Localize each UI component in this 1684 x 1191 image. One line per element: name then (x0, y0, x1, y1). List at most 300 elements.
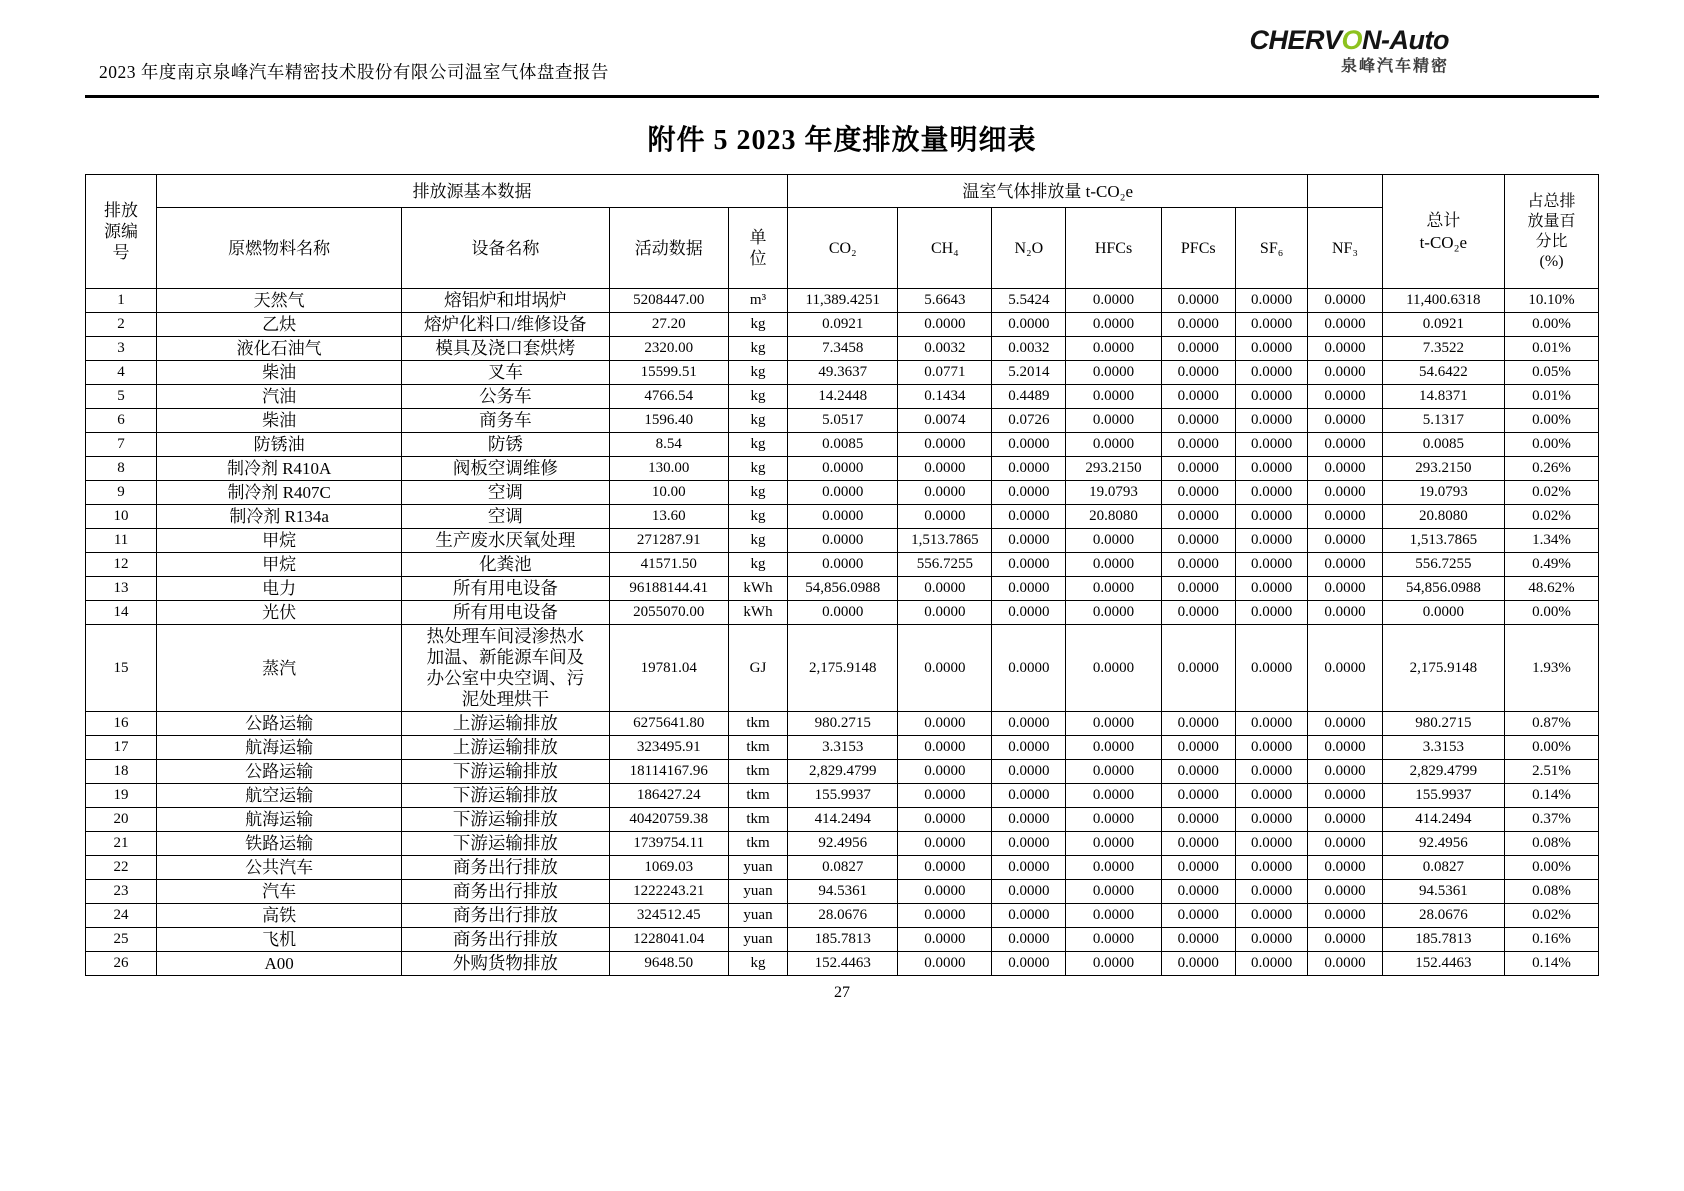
cell: 0.0000 (1066, 808, 1161, 832)
cell: 0.00% (1505, 433, 1599, 457)
cell: 0.0000 (1235, 577, 1308, 601)
cell: 模具及浇口套烘烤 (402, 337, 609, 361)
cell: 0.0000 (1308, 952, 1382, 976)
cell: 0.0000 (1308, 337, 1382, 361)
cell: 航海运输 (157, 808, 402, 832)
cell: 0.0000 (1235, 625, 1308, 712)
cell: 0.0032 (992, 337, 1066, 361)
logo-text-post: N-Auto (1362, 25, 1449, 55)
cell: 0.0000 (1066, 625, 1161, 712)
cell: 6275641.80 (609, 712, 729, 736)
cell: 0.0000 (1308, 553, 1382, 577)
cell: 0.0000 (1066, 361, 1161, 385)
cell: 3 (86, 337, 157, 361)
table-row (86, 529, 1599, 553)
cell: 0.08% (1505, 880, 1599, 904)
cell: 1739754.11 (609, 832, 729, 856)
cell: kWh (729, 601, 788, 625)
cell: 28.0676 (788, 904, 898, 928)
cell: 空调 (402, 505, 609, 529)
cell: 185.7813 (788, 928, 898, 952)
cell: 0.37% (1505, 808, 1599, 832)
cell: 0.0000 (1235, 601, 1308, 625)
cell: 24 (86, 904, 157, 928)
cell: yuan (729, 928, 788, 952)
table-row (86, 337, 1599, 361)
cell: 0.0000 (898, 313, 992, 337)
cell: 0.0000 (1235, 928, 1308, 952)
cell: 27.20 (609, 313, 729, 337)
cell: 下游运输排放 (402, 784, 609, 808)
cell: GJ (729, 625, 788, 712)
cell: 0.0000 (788, 601, 898, 625)
cell: 54,856.0988 (788, 577, 898, 601)
cell: kg (729, 952, 788, 976)
cell: 公共汽车 (157, 856, 402, 880)
cell: 0.0000 (1308, 856, 1382, 880)
cell: 0.0000 (788, 505, 898, 529)
cell: 光伏 (157, 601, 402, 625)
cell: 0.0000 (1235, 712, 1308, 736)
cell: 0.0000 (992, 481, 1066, 505)
cell: 0.0000 (1066, 553, 1161, 577)
cell: 防锈油 (157, 433, 402, 457)
cell: 0.0000 (1235, 409, 1308, 433)
cell: 20.8080 (1066, 505, 1161, 529)
col-header-nf3: NF₃ (1308, 208, 1382, 289)
cell: 20.8080 (1382, 505, 1505, 529)
cell: 293.2150 (1066, 457, 1161, 481)
cell: 0.0000 (1066, 601, 1161, 625)
table-row (86, 736, 1599, 760)
cell: 5.6643 (898, 289, 992, 313)
table-row (86, 808, 1599, 832)
cell: tkm (729, 736, 788, 760)
cell: 0.0000 (1308, 625, 1382, 712)
cell: 0.0000 (1235, 856, 1308, 880)
cell: 48.62% (1505, 577, 1599, 601)
cell: 0.0000 (992, 832, 1066, 856)
cell: 11,389.4251 (788, 289, 898, 313)
table-row (86, 409, 1599, 433)
cell: 0.0000 (992, 808, 1066, 832)
table-row (86, 577, 1599, 601)
cell: 熔炉化料口/维修设备 (402, 313, 609, 337)
cell: 0.14% (1505, 952, 1599, 976)
cell: 0.0000 (1235, 481, 1308, 505)
table-body (86, 289, 1599, 976)
cell: A00 (157, 952, 402, 976)
cell: 0.0000 (1161, 457, 1235, 481)
cell: 92.4956 (788, 832, 898, 856)
cell: 9 (86, 481, 157, 505)
cell: 0.0000 (1235, 736, 1308, 760)
cell: 0.0000 (992, 952, 1066, 976)
cell: 5.0517 (788, 409, 898, 433)
cell: 0.0000 (1308, 760, 1382, 784)
cell: 0.0000 (1066, 928, 1161, 952)
cell: 0.0827 (788, 856, 898, 880)
cell: 0.0000 (1235, 952, 1308, 976)
cell: 0.0000 (1161, 601, 1235, 625)
cell: 0.01% (1505, 337, 1599, 361)
table-row (86, 601, 1599, 625)
cell: 甲烷 (157, 529, 402, 553)
report-header-text: 2023 年度南京泉峰汽车精密技术股份有限公司温室气体盘查报告 (99, 62, 609, 82)
table-header (86, 175, 1599, 289)
cell: 1,513.7865 (1382, 529, 1505, 553)
cell: 0.0000 (992, 457, 1066, 481)
cell: 1,513.7865 (898, 529, 992, 553)
cell: 17 (86, 736, 157, 760)
cell: 0.0000 (898, 952, 992, 976)
cell: 14 (86, 601, 157, 625)
table-row (86, 385, 1599, 409)
cell: 185.7813 (1382, 928, 1505, 952)
cell: 0.87% (1505, 712, 1599, 736)
cell: 0.0000 (1066, 529, 1161, 553)
cell: 0.0000 (898, 832, 992, 856)
cell: 0.0000 (898, 784, 992, 808)
cell: 0.0000 (1066, 880, 1161, 904)
cell: 0.0000 (1161, 313, 1235, 337)
cell: 2.51% (1505, 760, 1599, 784)
cell: 0.08% (1505, 832, 1599, 856)
cell: 18114167.96 (609, 760, 729, 784)
cell: 0.05% (1505, 361, 1599, 385)
cell: 0.0000 (1308, 457, 1382, 481)
cell: 0.0000 (1161, 577, 1235, 601)
table-row (86, 856, 1599, 880)
cell: 生产废水厌氧处理 (402, 529, 609, 553)
cell: 18 (86, 760, 157, 784)
cell: 94.5361 (788, 880, 898, 904)
cell: 商务车 (402, 409, 609, 433)
cell: 0.0000 (898, 481, 992, 505)
cell: 0.02% (1505, 505, 1599, 529)
cell: 0.0000 (1161, 433, 1235, 457)
cell: 323495.91 (609, 736, 729, 760)
cell: tkm (729, 832, 788, 856)
cell: kg (729, 313, 788, 337)
cell: 0.0000 (788, 481, 898, 505)
cell: 324512.45 (609, 904, 729, 928)
cell: 22 (86, 856, 157, 880)
cell: 0.0000 (1235, 760, 1308, 784)
cell: 0.0000 (1308, 832, 1382, 856)
cell: 0.0000 (1066, 433, 1161, 457)
cell: 0.0000 (1161, 952, 1235, 976)
cell: 制冷剂 R407C (157, 481, 402, 505)
cell: 2 (86, 313, 157, 337)
cell: 20 (86, 808, 157, 832)
cell: 8.54 (609, 433, 729, 457)
table-row (86, 625, 1599, 712)
cell: 54.6422 (1382, 361, 1505, 385)
cell: 0.0000 (992, 505, 1066, 529)
cell: 0.0000 (1066, 904, 1161, 928)
cell: 0.49% (1505, 553, 1599, 577)
cell: 0.14% (1505, 784, 1599, 808)
cell: 0.0000 (992, 529, 1066, 553)
cell: 0.0000 (1161, 409, 1235, 433)
cell: 制冷剂 R134a (157, 505, 402, 529)
cell: 15 (86, 625, 157, 712)
cell: tkm (729, 712, 788, 736)
col-header-total-line1: 总计 (1426, 210, 1461, 230)
cell: 1.93% (1505, 625, 1599, 712)
emissions-table (85, 174, 1599, 976)
cell: 0.0000 (898, 760, 992, 784)
cell: 0.0000 (992, 880, 1066, 904)
cell: 155.9937 (1382, 784, 1505, 808)
table-row (86, 553, 1599, 577)
cell: 高铁 (157, 904, 402, 928)
col-header-ch4: CH₄ (898, 208, 992, 289)
cell: 0.0000 (898, 625, 992, 712)
cell: kg (729, 457, 788, 481)
cell: 0.00% (1505, 856, 1599, 880)
cell: 0.0000 (1161, 361, 1235, 385)
cell: 防锈 (402, 433, 609, 457)
cell: 0.0000 (992, 904, 1066, 928)
cell: 11 (86, 529, 157, 553)
cell: 271287.91 (609, 529, 729, 553)
cell: 0.0000 (1235, 529, 1308, 553)
cell: 0.0000 (1066, 856, 1161, 880)
cell: 0.0000 (1066, 289, 1161, 313)
cell: 6 (86, 409, 157, 433)
col-header-total-line2: t-CO₂e (1419, 232, 1468, 252)
cell: 3.3153 (788, 736, 898, 760)
cell: 92.4956 (1382, 832, 1505, 856)
cell: 16 (86, 712, 157, 736)
cell: 94.5361 (1382, 880, 1505, 904)
cell: 0.0000 (992, 625, 1066, 712)
cell: 25 (86, 928, 157, 952)
cell: 0.0000 (1161, 904, 1235, 928)
chervon-logo (1250, 26, 1450, 76)
cell: 0.0000 (1235, 505, 1308, 529)
cell: 0.0000 (1161, 760, 1235, 784)
cell: 0.0000 (898, 457, 992, 481)
cell: 0.0000 (898, 904, 992, 928)
cell: 0.4489 (992, 385, 1066, 409)
cell: 19.0793 (1066, 481, 1161, 505)
cell: kg (729, 337, 788, 361)
col-header-material: 原燃物料名称 (157, 208, 402, 289)
cell: 2,175.9148 (1382, 625, 1505, 712)
cell: 0.0000 (992, 736, 1066, 760)
col-header-percent: 占总排放量百分比(%) (1505, 175, 1599, 289)
cell: 0.0000 (992, 760, 1066, 784)
table-row (86, 505, 1599, 529)
cell: 外购货物排放 (402, 952, 609, 976)
cell: yuan (729, 880, 788, 904)
cell: 液化石油气 (157, 337, 402, 361)
cell: 0.0000 (1235, 457, 1308, 481)
cell: 0.00% (1505, 736, 1599, 760)
cell: 0.0000 (992, 856, 1066, 880)
cell: 12 (86, 553, 157, 577)
cell: 0.0000 (1161, 856, 1235, 880)
cell: 293.2150 (1382, 457, 1505, 481)
table-row (86, 481, 1599, 505)
chervon-logo-wordmark (1250, 26, 1450, 54)
cell: 0.0000 (992, 313, 1066, 337)
cell: 0.0000 (1066, 832, 1161, 856)
cell: 熔铝炉和坩埚炉 (402, 289, 609, 313)
cell: 0.0000 (1308, 808, 1382, 832)
cell: 0.0000 (788, 457, 898, 481)
logo-text-pre: CHERV (1249, 25, 1342, 55)
cell: 0.0921 (788, 313, 898, 337)
table-row (86, 433, 1599, 457)
cell: 天然气 (157, 289, 402, 313)
cell: 0.0000 (898, 880, 992, 904)
cell: 41571.50 (609, 553, 729, 577)
cell: 下游运输排放 (402, 808, 609, 832)
chervon-logo-subtitle: 泉峰汽车精密 (1340, 58, 1449, 75)
cell: 7.3458 (788, 337, 898, 361)
col-header-source-id: 排放源编号 (86, 175, 157, 289)
cell: 0.0921 (1382, 313, 1505, 337)
cell: 0.0726 (992, 409, 1066, 433)
cell: 制冷剂 R410A (157, 457, 402, 481)
cell: 19.0793 (1382, 481, 1505, 505)
cell: kWh (729, 577, 788, 601)
cell: 11,400.6318 (1382, 289, 1505, 313)
cell: 0.0000 (1066, 385, 1161, 409)
cell: 21 (86, 832, 157, 856)
cell: 49.3637 (788, 361, 898, 385)
cell: 0.0000 (1308, 409, 1382, 433)
cell: 414.2494 (1382, 808, 1505, 832)
page-number: 27 (834, 984, 850, 1001)
cell: 10.00 (609, 481, 729, 505)
cell: 0.01% (1505, 385, 1599, 409)
cell: 汽油 (157, 385, 402, 409)
cell: 0.0000 (1235, 289, 1308, 313)
cell: 0.0000 (992, 712, 1066, 736)
cell: 0.0000 (1382, 601, 1505, 625)
cell: 乙炔 (157, 313, 402, 337)
cell: 0.0000 (1235, 433, 1308, 457)
cell: 0.0000 (1308, 736, 1382, 760)
cell: 0.0000 (1235, 385, 1308, 409)
table-row (86, 784, 1599, 808)
table-row (86, 313, 1599, 337)
cell: kg (729, 505, 788, 529)
cell: 1596.40 (609, 409, 729, 433)
cell: 0.0000 (1161, 928, 1235, 952)
cell: 甲烷 (157, 553, 402, 577)
cell: 152.4463 (788, 952, 898, 976)
cell: 0.0000 (1161, 337, 1235, 361)
cell: kg (729, 385, 788, 409)
table-row (86, 832, 1599, 856)
cell: 柴油 (157, 409, 402, 433)
cell: 商务出行排放 (402, 880, 609, 904)
cell: 0.0000 (1161, 625, 1235, 712)
cell: 0.0000 (1235, 361, 1308, 385)
cell: 商务出行排放 (402, 904, 609, 928)
cell: 上游运输排放 (402, 712, 609, 736)
cell: 10.10% (1505, 289, 1599, 313)
cell: 0.0000 (1308, 505, 1382, 529)
cell: 0.0000 (1308, 529, 1382, 553)
cell: 7 (86, 433, 157, 457)
cell: 5 (86, 385, 157, 409)
cell: 28.0676 (1382, 904, 1505, 928)
cell: 0.0085 (1382, 433, 1505, 457)
cell: 电力 (157, 577, 402, 601)
cell: 0.02% (1505, 481, 1599, 505)
cell: 0.0000 (1308, 289, 1382, 313)
cell: 0.0000 (1308, 904, 1382, 928)
cell: 0.0000 (1161, 880, 1235, 904)
cell: 9648.50 (609, 952, 729, 976)
cell: 0.0000 (1066, 337, 1161, 361)
cell: 556.7255 (1382, 553, 1505, 577)
cell: 0.0000 (1066, 577, 1161, 601)
cell: kg (729, 481, 788, 505)
cell: 0.00% (1505, 313, 1599, 337)
col-group-basic-data: 排放源基本数据 (157, 175, 788, 208)
cell: 0.0000 (1161, 289, 1235, 313)
cell: 14.8371 (1382, 385, 1505, 409)
cell: 0.0000 (788, 553, 898, 577)
table-row (86, 904, 1599, 928)
cell: 1222243.21 (609, 880, 729, 904)
table-row (86, 361, 1599, 385)
cell: tkm (729, 808, 788, 832)
cell: 0.0000 (1066, 784, 1161, 808)
cell: 0.0074 (898, 409, 992, 433)
cell: 0.0000 (992, 433, 1066, 457)
cell: 0.0000 (1308, 880, 1382, 904)
cell: kg (729, 433, 788, 457)
col-header-sf6: SF₆ (1235, 208, 1308, 289)
cell: 96188144.41 (609, 577, 729, 601)
cell: 0.0000 (898, 601, 992, 625)
col-header-empty (1308, 175, 1382, 208)
cell: 柴油 (157, 361, 402, 385)
cell: 0.0827 (1382, 856, 1505, 880)
cell: 汽车 (157, 880, 402, 904)
cell: 0.0000 (1161, 808, 1235, 832)
cell: 5.1317 (1382, 409, 1505, 433)
cell: 0.0000 (1066, 712, 1161, 736)
cell: 3.3153 (1382, 736, 1505, 760)
cell: 186427.24 (609, 784, 729, 808)
cell: 0.0000 (898, 808, 992, 832)
cell: 2320.00 (609, 337, 729, 361)
cell: 0.0000 (1161, 481, 1235, 505)
cell: 0.0000 (1161, 553, 1235, 577)
cell: 0.0000 (1066, 736, 1161, 760)
cell: 上游运输排放 (402, 736, 609, 760)
cell: 0.0000 (1308, 385, 1382, 409)
page (85, 0, 1599, 1002)
cell: 0.0032 (898, 337, 992, 361)
cell: kg (729, 553, 788, 577)
cell: 0.0000 (1308, 433, 1382, 457)
cell: 0.0000 (898, 577, 992, 601)
col-header-activity: 活动数据 (609, 208, 729, 289)
cell: 0.0000 (1161, 385, 1235, 409)
cell: 空调 (402, 481, 609, 505)
